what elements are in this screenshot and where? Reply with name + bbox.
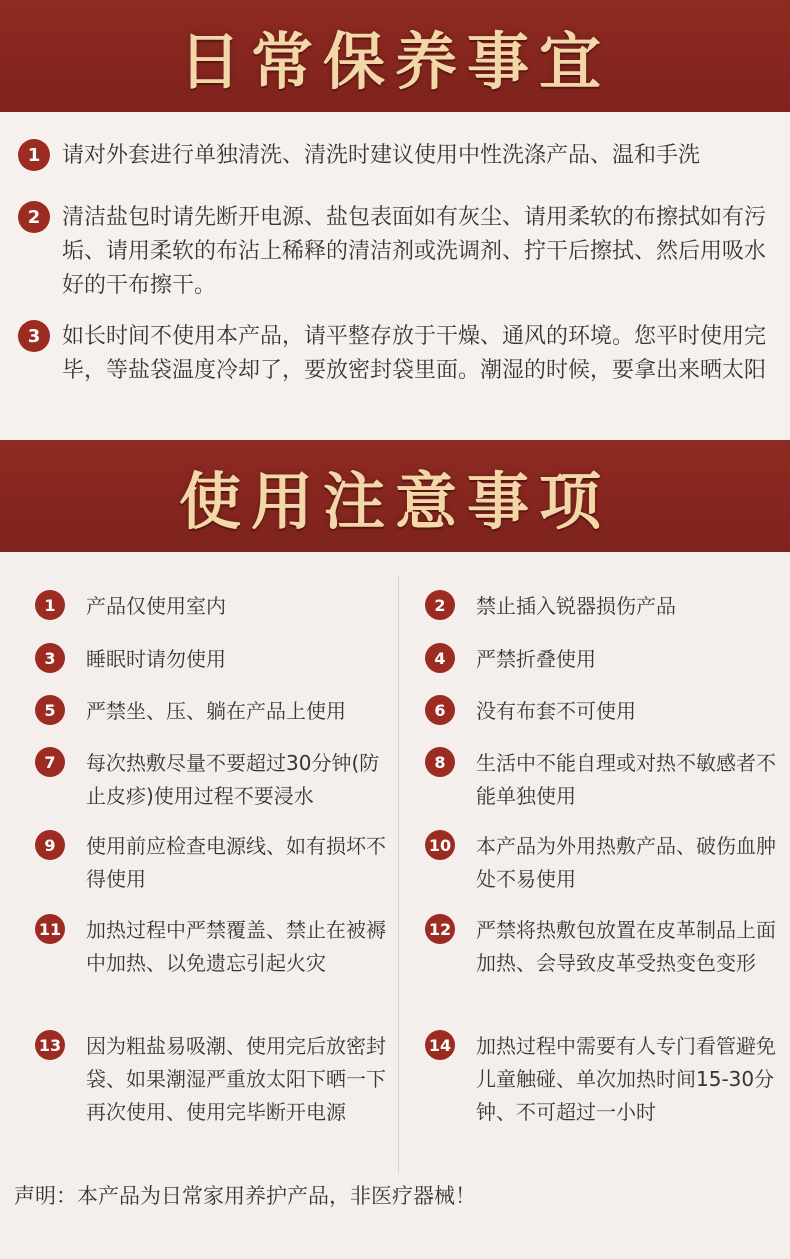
care-item-text: 清洁盐包时请先断开电源、盐包表面如有灰尘、请用柔软的布擦拭如有污垢、请用柔软的布沾上稀释的清洁剂或洗调剂、拧干后擦拭、然后用吸水好的干布擦干。 <box>62 205 767 298</box>
notes-banner <box>0 440 790 552</box>
note-item <box>35 643 386 676</box>
care-item-text: 如长时间不使用本产品，请平整存放于干燥、通风的环境。您平时使用完毕，等盐袋温度冷却了，要放密封袋里面。潮湿的时候，要拿出来晒太阳 <box>62 324 767 383</box>
note-text: 严禁将热敷包放置在皮革制品上面加热、会导致皮革受热变色变形 <box>476 918 776 975</box>
number-badge: 14 <box>425 1030 455 1060</box>
number-badge: 2 <box>425 590 455 620</box>
number-badge: 9 <box>35 830 65 860</box>
number-badge: 12 <box>425 914 455 944</box>
notes-title: 使用注意事项 <box>178 464 611 538</box>
number-badge: 2 <box>18 201 50 233</box>
note-item <box>35 830 386 896</box>
note-text: 使用前应检查电源线、如有损坏不得使用 <box>86 834 386 891</box>
note-text: 睡眠时请勿使用 <box>86 647 226 671</box>
note-text: 本产品为外用热敷产品、破伤血肿处不易使用 <box>476 834 776 891</box>
note-text: 产品仅使用室内 <box>86 594 226 618</box>
care-item <box>18 320 778 388</box>
note-text: 严禁坐、压、躺在产品上使用 <box>86 699 346 723</box>
care-item <box>18 139 778 173</box>
note-item <box>425 747 776 813</box>
number-badge: 3 <box>18 320 50 352</box>
note-item <box>425 830 776 896</box>
number-badge: 3 <box>35 643 65 673</box>
number-badge: 5 <box>35 695 65 725</box>
note-item <box>425 695 776 728</box>
notes-section <box>0 552 790 1259</box>
number-badge: 1 <box>35 590 65 620</box>
number-badge: 1 <box>18 139 50 171</box>
note-item <box>425 914 776 980</box>
number-badge: 6 <box>425 695 455 725</box>
note-item <box>425 590 776 623</box>
care-item-text: 请对外套进行单独清洗、清洗时建议使用中性洗涤产品、温和手洗 <box>62 143 701 168</box>
number-badge: 11 <box>35 914 65 944</box>
number-badge: 13 <box>35 1030 65 1060</box>
number-badge: 7 <box>35 747 65 777</box>
note-item <box>35 695 386 728</box>
note-item <box>35 1030 386 1129</box>
column-divider <box>398 576 399 1173</box>
note-item <box>425 1030 776 1129</box>
note-text: 严禁折叠使用 <box>476 647 596 671</box>
disclaimer: 声明：本产品为日常家用养护产品，非医疗器械！ <box>14 1184 476 1208</box>
note-item <box>425 643 776 676</box>
note-item <box>35 914 386 980</box>
note-text: 加热过程中严禁覆盖、禁止在被褥中加热、以免遗忘引起火灾 <box>86 918 386 975</box>
care-item <box>18 201 778 303</box>
note-text: 禁止插入锐器损伤产品 <box>476 594 676 618</box>
note-text: 加热过程中需要有人专门看管避免儿童触碰、单次加热时间15-30分钟、不可超过一小时 <box>476 1034 776 1124</box>
care-section <box>0 112 790 440</box>
note-item <box>35 590 386 623</box>
note-text: 没有布套不可使用 <box>476 699 636 723</box>
number-badge: 8 <box>425 747 455 777</box>
number-badge: 10 <box>425 830 455 860</box>
note-text: 因为粗盐易吸潮、使用完后放密封袋、如果潮湿严重放太阳下晒一下再次使用、使用完毕断开电源 <box>86 1034 386 1124</box>
note-item <box>35 747 386 813</box>
care-banner <box>0 0 790 112</box>
note-text: 每次热敷尽量不要超过30分钟(防止皮疹)使用过程不要浸水 <box>86 751 380 808</box>
note-text: 生活中不能自理或对热不敏感者不能单独使用 <box>476 751 776 808</box>
care-title: 日常保养事宜 <box>178 24 611 98</box>
number-badge: 4 <box>425 643 455 673</box>
